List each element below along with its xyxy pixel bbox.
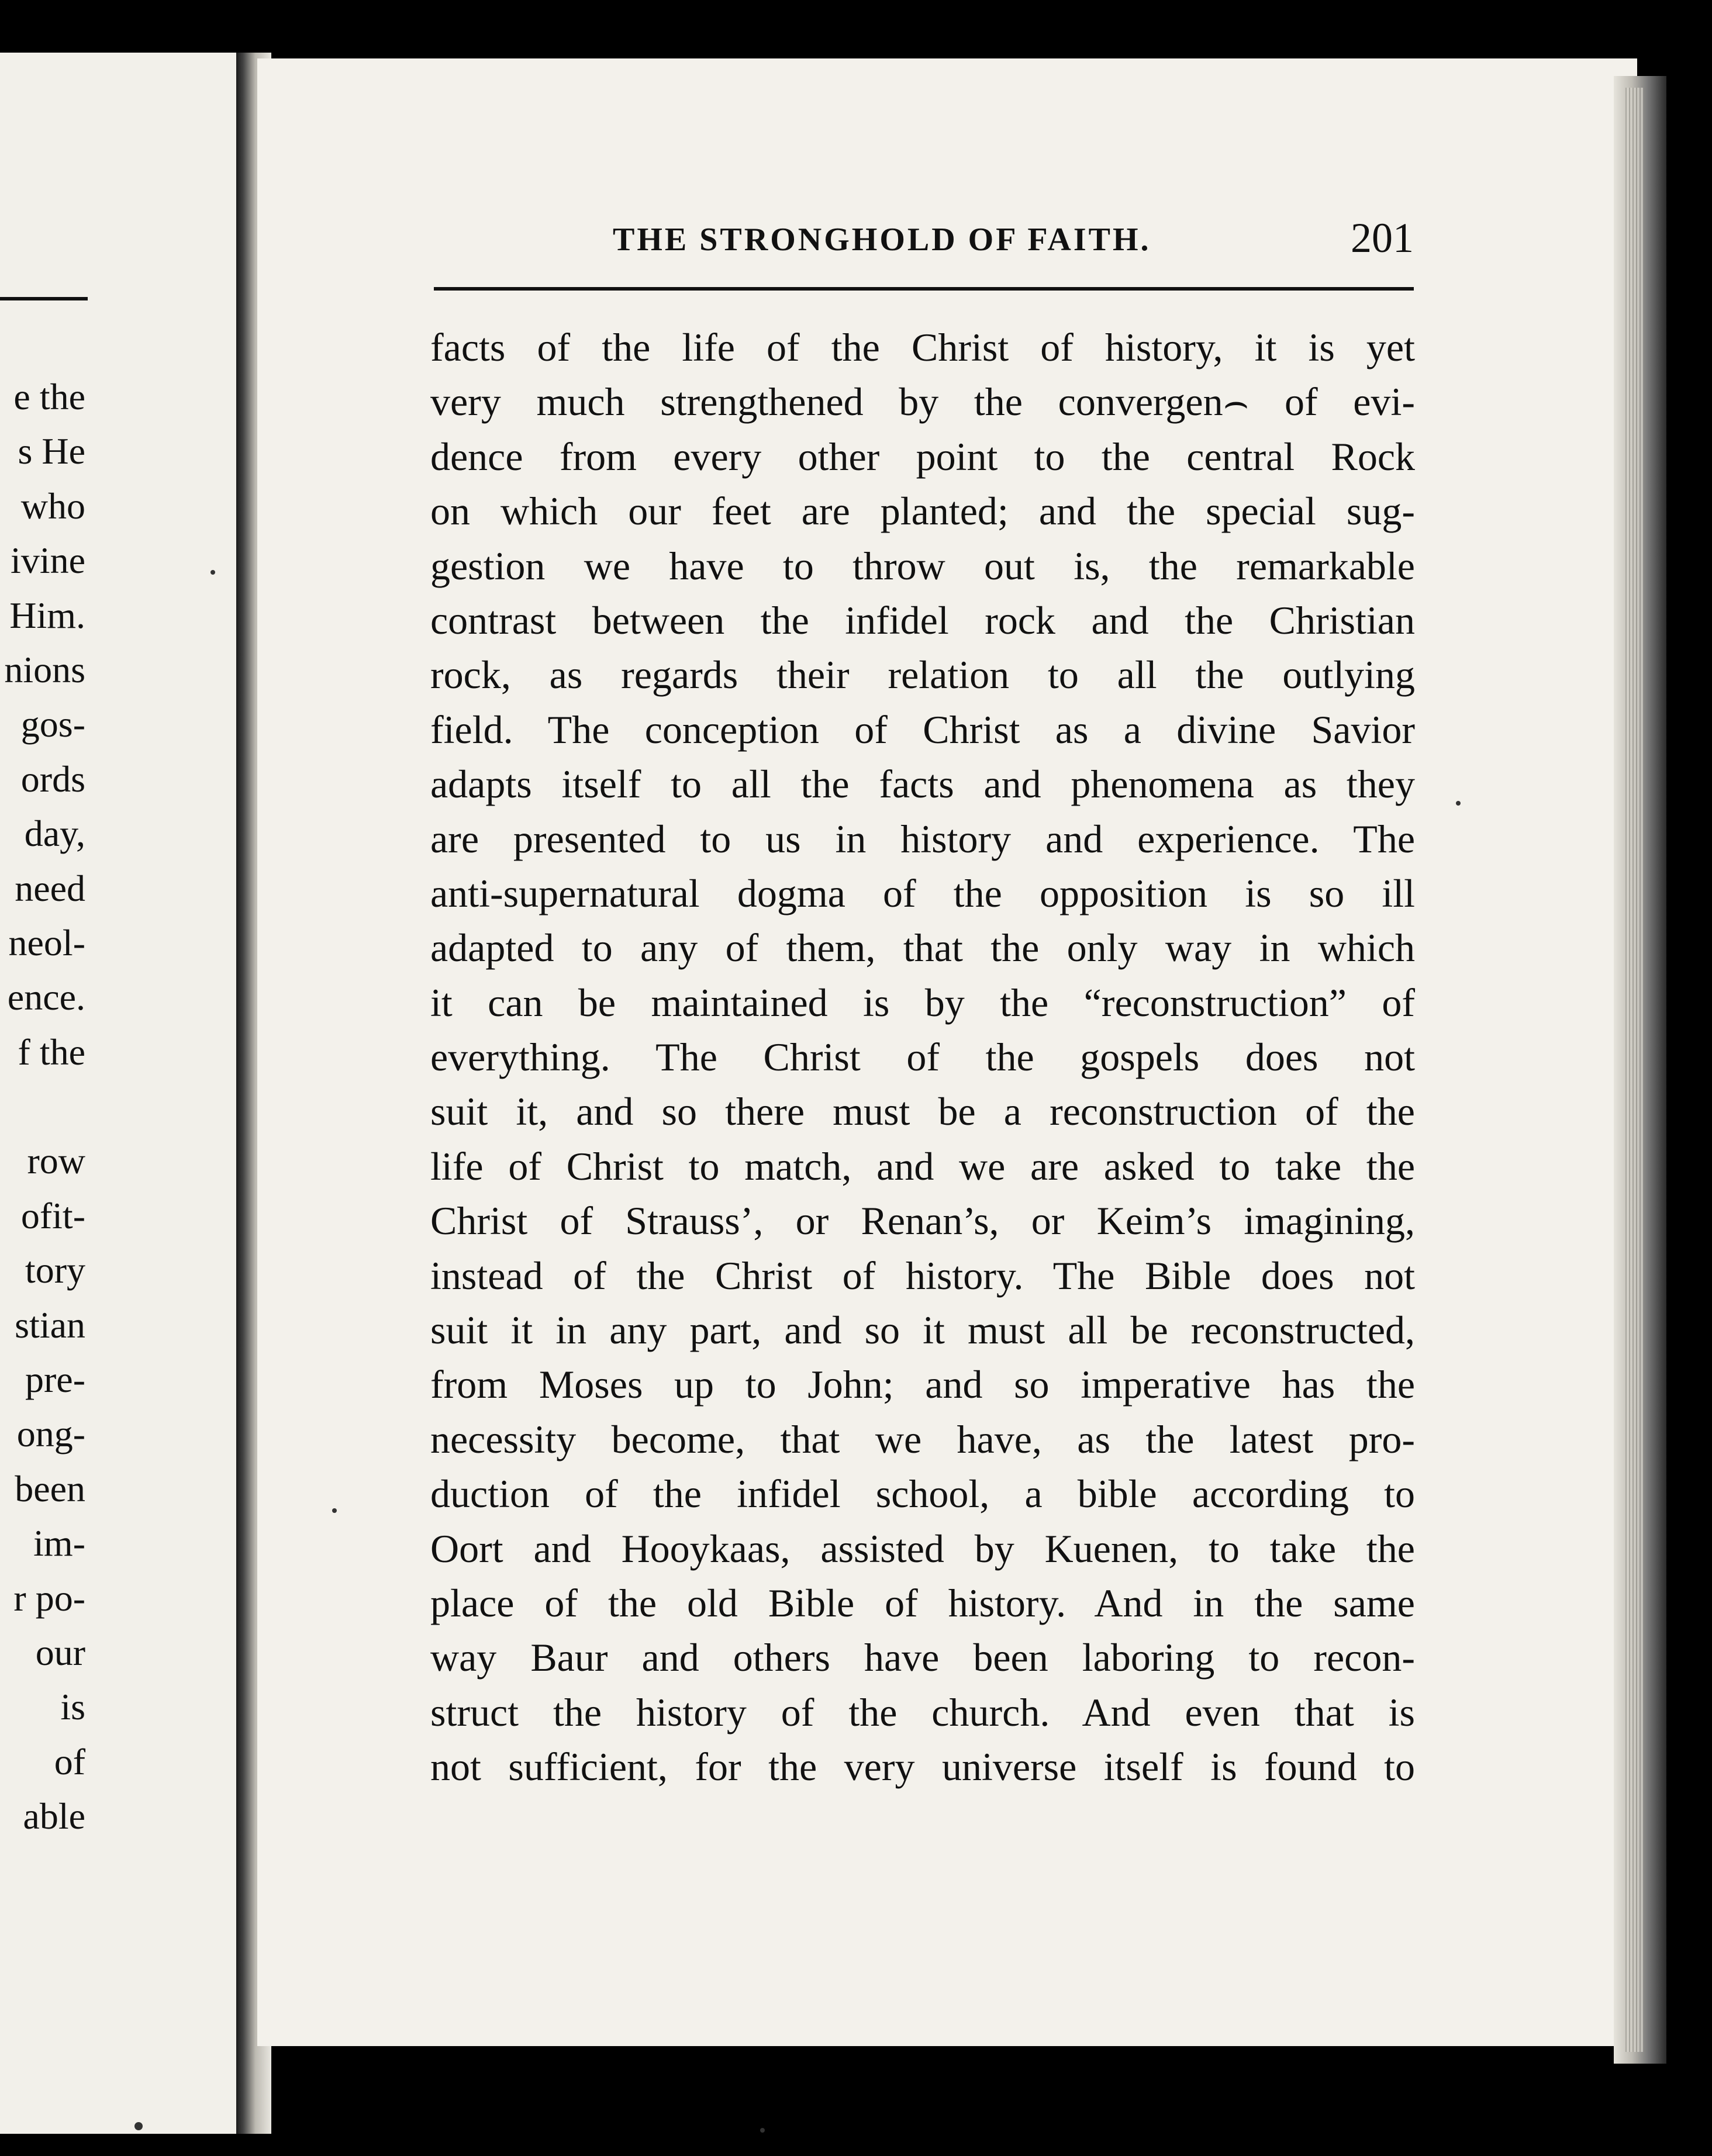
previous-page-line: neol- xyxy=(8,921,85,963)
previous-page-header-rule xyxy=(0,297,88,300)
text-line: on which our feet are planted; and the special sug- xyxy=(430,489,1415,534)
previous-page-line: who xyxy=(20,485,85,527)
print-speck xyxy=(332,1508,337,1513)
text-line: adapted to any of them, that the only way in which xyxy=(430,925,1415,970)
previous-page-line: nions xyxy=(4,648,85,690)
print-speck xyxy=(210,570,215,575)
running-title: THE STRONGHOLD OF FAITH. xyxy=(613,222,1151,258)
text-line: field. The conception of Christ as a divine Savior xyxy=(430,707,1415,752)
previous-page-line: r po- xyxy=(13,1577,85,1619)
previous-page-line: ofit- xyxy=(20,1194,85,1236)
text-line: suit it in any part, and so it must all be reconstructed, xyxy=(430,1308,1415,1353)
header-rule xyxy=(434,287,1414,291)
body-text xyxy=(430,320,1415,1795)
previous-page-line: f the xyxy=(18,1031,85,1073)
page-number: 201 xyxy=(1351,215,1414,261)
text-line: duction of the infidel school, a bible according to xyxy=(430,1471,1415,1516)
text-line: not sufficient, for the very universe itself is found to xyxy=(430,1744,1415,1789)
previous-page-line: ivine xyxy=(11,540,85,582)
previous-page-line: day, xyxy=(24,813,85,855)
text-line: necessity become, that we have, as the latest pro- xyxy=(430,1416,1415,1461)
previous-page-line: able xyxy=(23,1795,85,1837)
previous-page-line: tory xyxy=(25,1249,85,1291)
text-line: dence from every other point to the central Rock xyxy=(430,434,1415,479)
print-speck xyxy=(760,2128,765,2133)
previous-page-line: ords xyxy=(20,758,85,800)
previous-page-line: is xyxy=(60,1686,85,1728)
text-line: place of the old Bible of history. And in the same xyxy=(430,1580,1415,1625)
previous-page-line: e the xyxy=(13,376,85,417)
text-line: instead of the Christ of history. The Bible does not xyxy=(430,1253,1415,1298)
text-line: adapts itself to all the facts and phenomena as they xyxy=(430,762,1415,807)
previous-page-line: ence. xyxy=(7,976,85,1018)
text-line: way Baur and others have been laboring to recon- xyxy=(430,1635,1415,1680)
text-line: very much strengthened by the convergen⌢ of evi- xyxy=(430,379,1415,424)
text-line: Oort and Hooykaas, assisted by Kuenen, to take the xyxy=(430,1526,1415,1571)
previous-page-line: Him. xyxy=(9,594,85,636)
previous-page-line: stian xyxy=(15,1304,85,1346)
page-header xyxy=(434,217,1414,276)
text-line: life of Christ to match, and we are asked to take the xyxy=(430,1143,1415,1188)
text-line: Christ of Strauss’, or Renan’s, or Keim’s imagining, xyxy=(430,1198,1415,1243)
print-speck xyxy=(1456,801,1461,806)
text-line: gestion we have to throw out is, the remarkable xyxy=(430,543,1415,588)
text-line: it can be maintained is by the “reconstruction” of xyxy=(430,980,1415,1025)
previous-page-line: gos- xyxy=(20,703,85,745)
previous-page-line: s He xyxy=(18,430,85,472)
text-line: are presented to us in history and experience. The xyxy=(430,816,1415,861)
previous-page-line xyxy=(0,1079,85,1134)
previous-page-text xyxy=(0,369,85,1844)
print-speck xyxy=(134,2122,143,2130)
previous-page-line: need xyxy=(15,867,85,909)
page-stack-lines xyxy=(1625,88,1643,2052)
previous-page-line: im- xyxy=(33,1522,85,1564)
previous-page-line: our xyxy=(35,1631,85,1673)
previous-page-line: pre- xyxy=(25,1359,85,1401)
text-line: facts of the life of the Christ of history, it is yet xyxy=(430,325,1415,369)
text-line: from Moses up to John; and so imperative has the xyxy=(430,1362,1415,1407)
previous-page-line: row xyxy=(27,1140,85,1182)
text-line: anti-supernatural dogma of the opposition is so ill xyxy=(430,870,1415,915)
previous-page-line: been xyxy=(15,1467,85,1509)
previous-page-line: of xyxy=(54,1740,85,1782)
text-line: contrast between the infidel rock and the Christian xyxy=(430,597,1415,642)
text-line: struct the history of the church. And even that is xyxy=(430,1689,1415,1735)
previous-page-line: ong- xyxy=(16,1413,85,1455)
text-line: suit it, and so there must be a reconstruction of the xyxy=(430,1089,1415,1134)
text-line: rock, as regards their relation to all the outlying xyxy=(430,652,1415,697)
text-line: everything. The Christ of the gospels does not xyxy=(430,1035,1415,1080)
previous-page xyxy=(0,53,239,2134)
